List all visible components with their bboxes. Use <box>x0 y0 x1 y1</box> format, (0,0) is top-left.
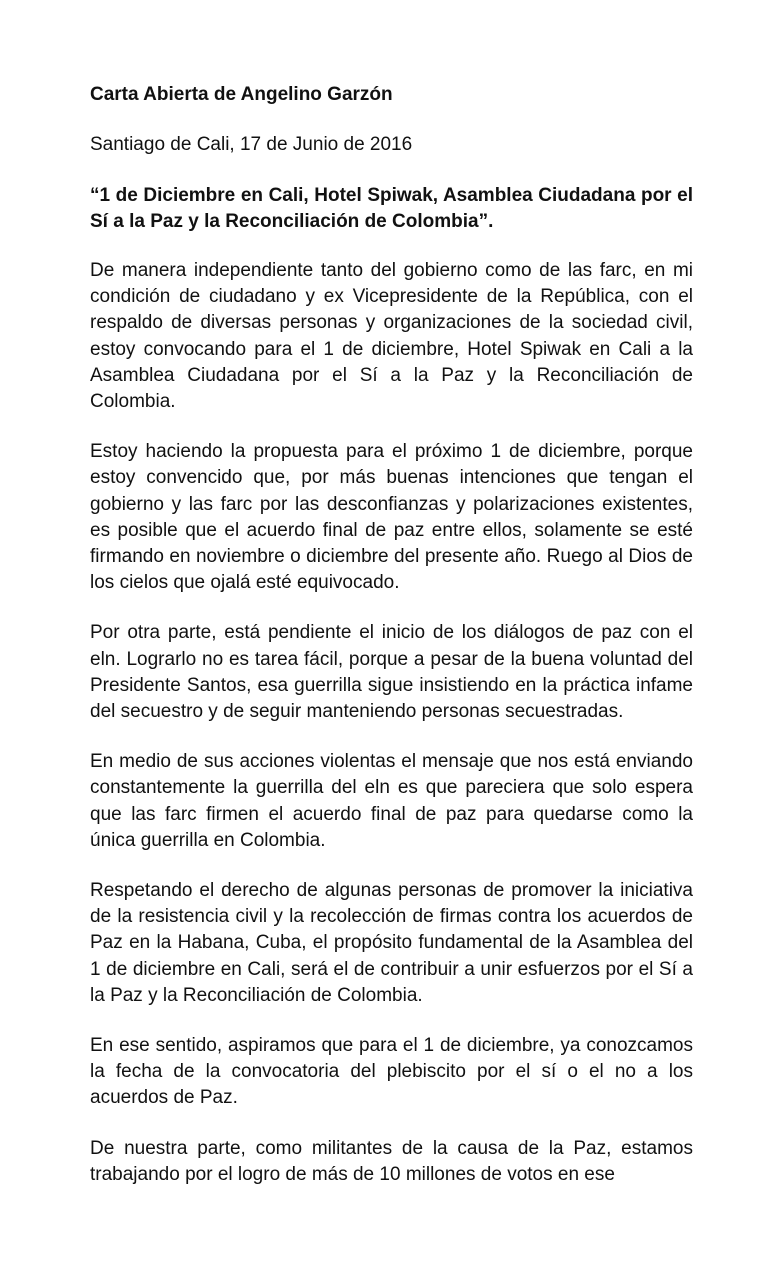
paragraph-6: En ese sentido, aspiramos que para el 1 de diciembre, ya conozcamos la fecha de la convocatoria del plebiscito por el sí o el no a los acuerdos de Paz. <box>90 1035 693 1109</box>
paragraph-1: De manera independiente tanto del gobierno como de las farc, en mi condición de ciudadano y ex Vicepresidente de la República, con el respaldo de diversas personas y organizaciones de la sociedad civil, estoy convocando para el 1 de diciembre, Hotel Spiwak en Cali a la Asamblea Ciudadana por el Sí a la Paz y la Reconciliación de Colombia. <box>90 260 693 413</box>
paragraph-2: Estoy haciendo la propuesta para el próximo 1 de diciembre, porque estoy convencido que, por más buenas intenciones que tengan el gobierno y las farc por las desconfianzas y polarizaciones existentes, es posible que el acuerdo final de paz entre ellos, solamente se esté firmando en noviembre o diciembre del presente año. Ruego al Dios de los cielos que ojalá esté equivocado. <box>90 441 693 594</box>
letter-page <box>90 82 693 1212</box>
paragraph-4: En medio de sus acciones violentas el mensaje que nos está enviando constantemente la guerrilla del eln es que pareciera que solo espera que las farc firmen el acuerdo final de paz para quedarse como la única guerrilla en Colombia. <box>90 751 693 851</box>
paragraph-7: De nuestra parte, como militantes de la causa de la Paz, estamos trabajando por el logro de más de 10 millones de votos en ese <box>90 1137 693 1185</box>
letter-headline: “1 de Diciembre en Cali, Hotel Spiwak, Asamblea Ciudadana por el Sí a la Paz y la Reconciliación de Colombia”. <box>90 185 693 232</box>
letter-title: Carta Abierta de Angelino Garzón <box>90 84 393 105</box>
letter-dateline: Santiago de Cali, 17 de Junio de 2016 <box>90 134 413 155</box>
paragraph-5: Respetando el derecho de algunas personas de promover la iniciativa de la resistencia civil y la recolección de firmas contra los acuerdos de Paz en la Habana, Cuba, el propósito fundamental de la Asamblea del 1 de diciembre en Cali, será el de contribuir a unir esfuerzos por el Sí a la Paz y la Reconciliación de Colombia. <box>90 880 693 1006</box>
paragraph-3: Por otra parte, está pendiente el inicio de los diálogos de paz con el eln. Lograrlo no es tarea fácil, porque a pesar de la buena voluntad del Presidente Santos, esa guerrilla sigue insistiendo en la práctica infame del secuestro y de seguir manteniendo personas secuestradas. <box>90 622 693 723</box>
